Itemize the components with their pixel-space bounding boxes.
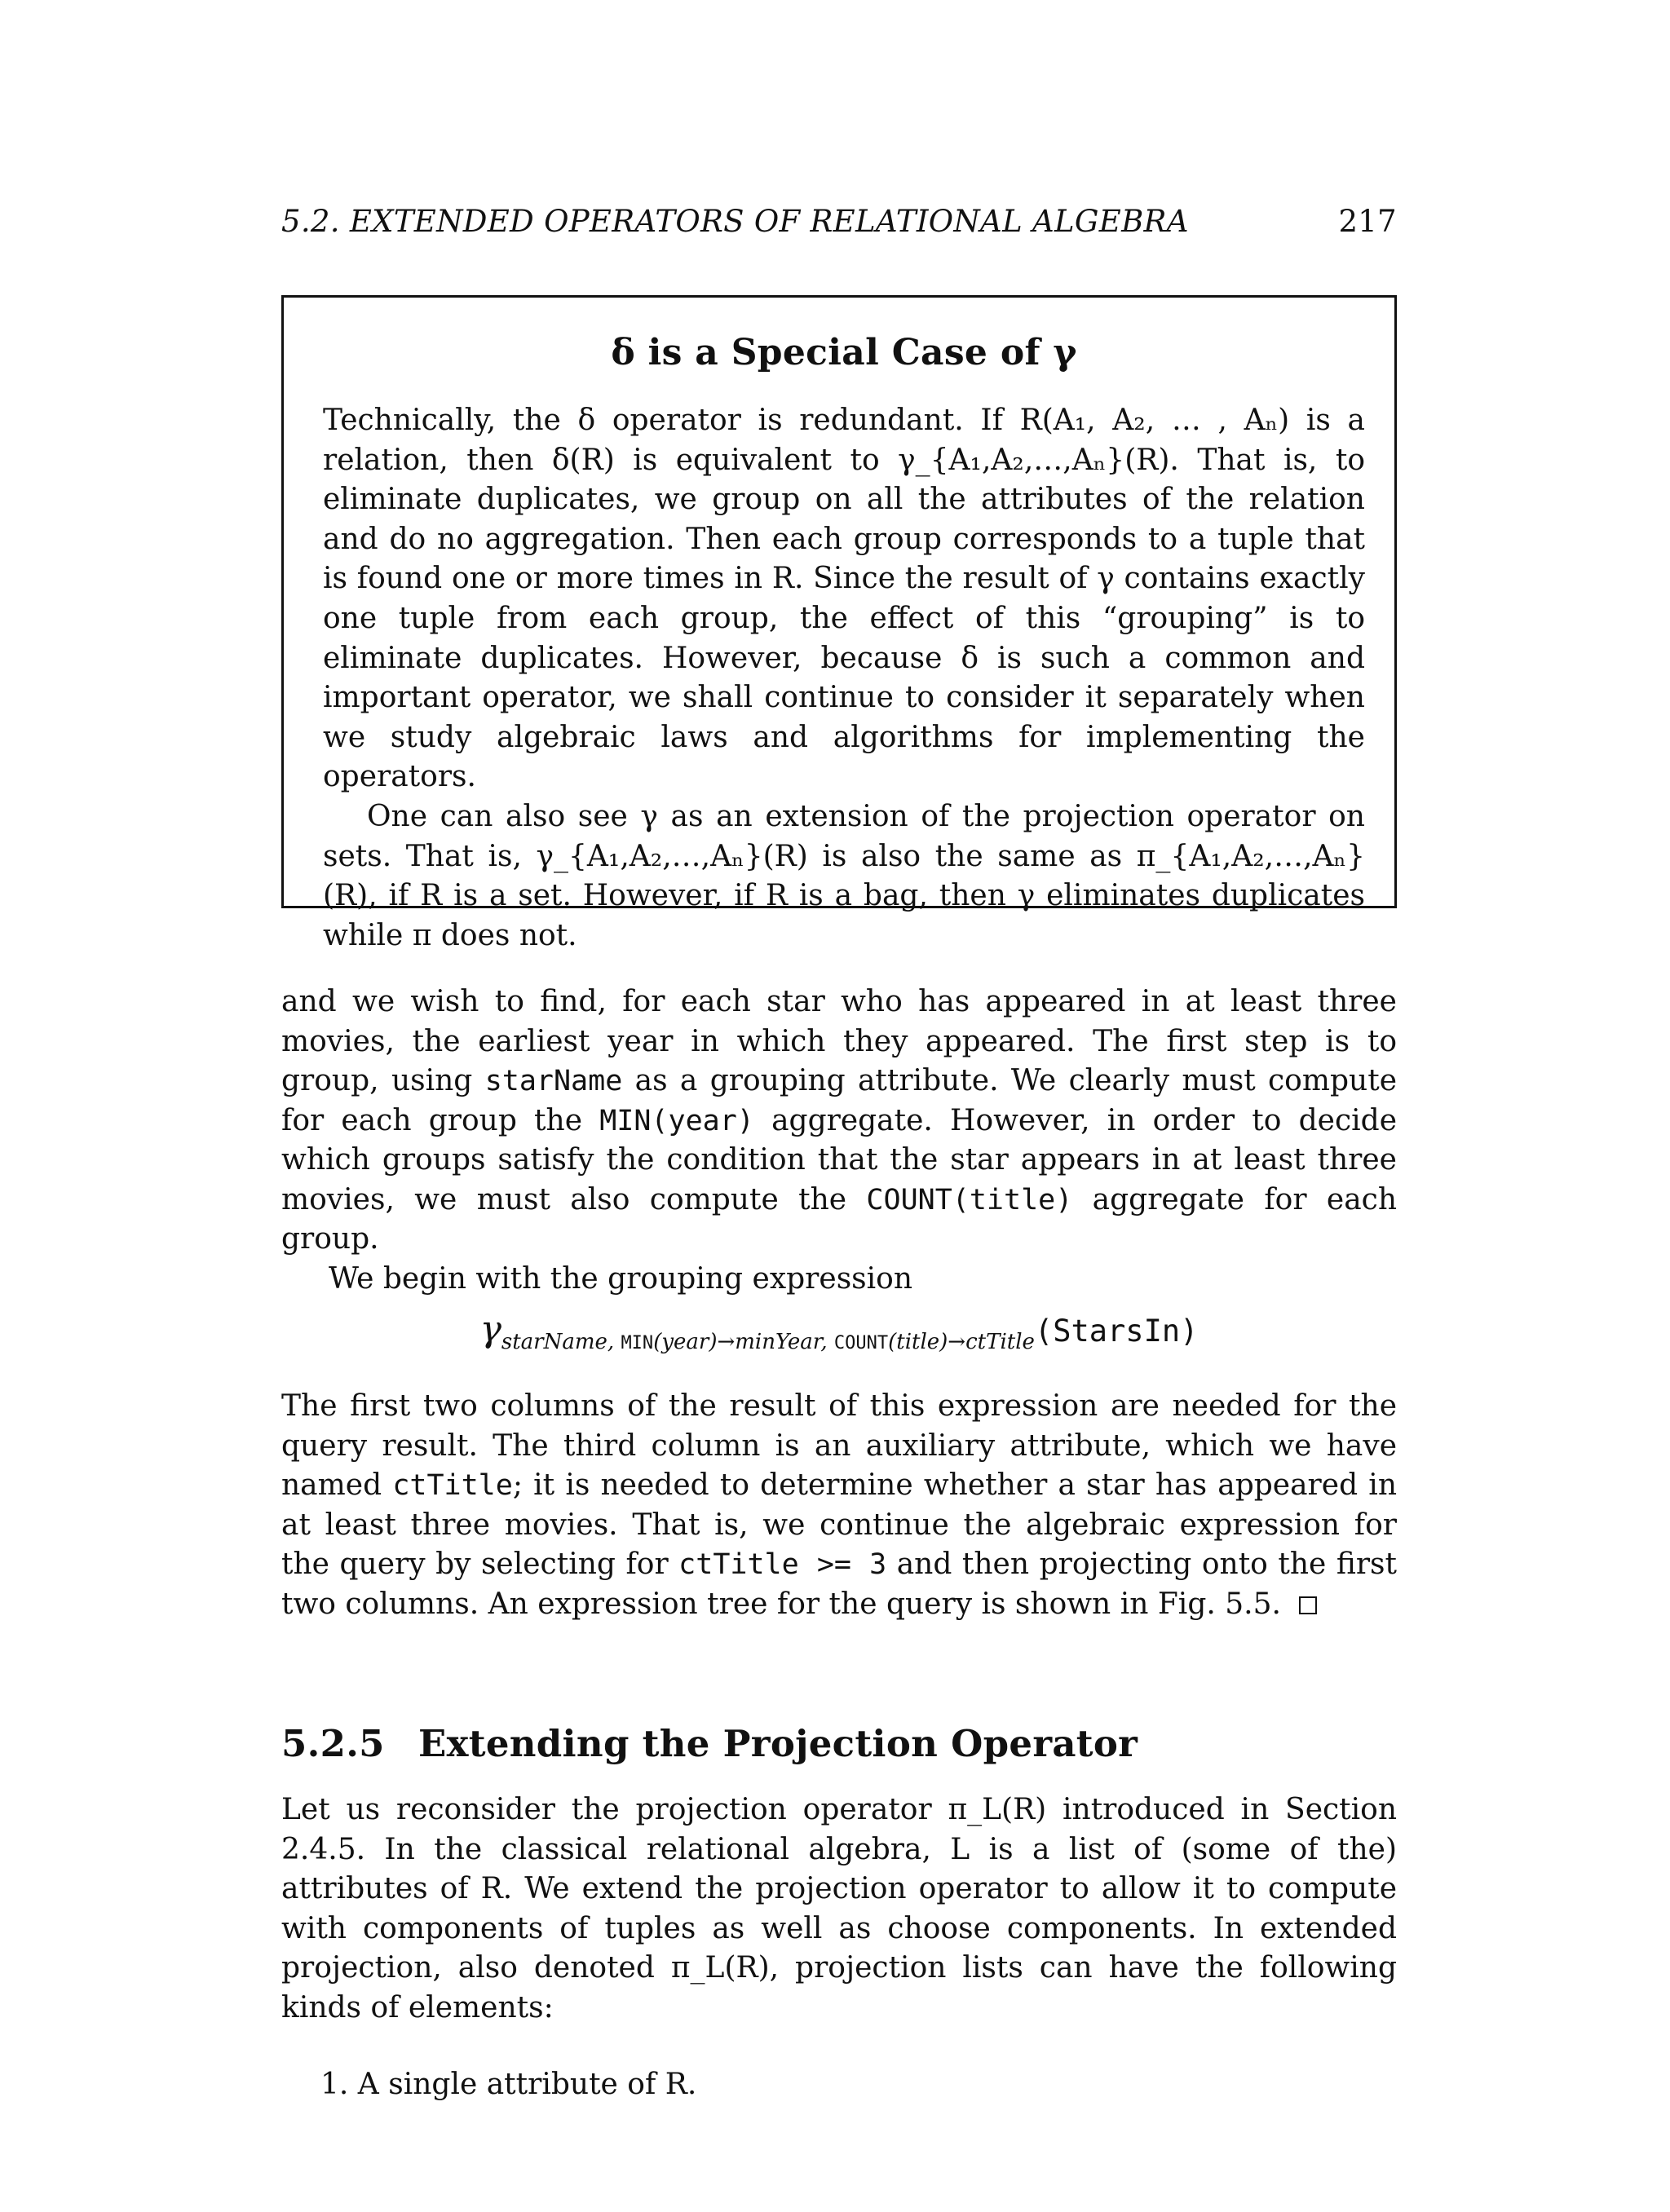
end-of-example-icon xyxy=(1299,1596,1317,1614)
box-paragraph-1: Technically, the δ operator is redundant. If R(A₁, A₂, … , Aₙ) is a relation, then δ(R) is equivalent to γ_{A₁,A₂,…,Aₙ}(R). That is, to eliminate duplicates, we group on all the attributes of the relation and do no aggregation. Then each group corresponds to a tuple that is found one or more times in R. Since the result of γ contains exactly one tuple from each group, the effect of this “grouping” is to eliminate duplicates. However, because δ is such a common and important operator, we shall continue to consider it separately when we study algebraic laws and algorithms for implementing the operators. xyxy=(323,404,1365,794)
equation-argument: (StarsIn) xyxy=(1034,1314,1199,1349)
paragraph-text: and we wish to find, for each star who has appeared in at least three movies, the earliest year in which they appeared. The first step is to group, using starName as a grouping attribute. We clearly must compute for each group the MIN(year) aggregate. However, in order to decide which groups satisfy the condition that the star appears in at least three movies, we must also compute the COUNT(title) aggregate for each group. xyxy=(281,985,1398,1256)
paragraph-text: Let us reconsider the projection operator π_L(R) introduced in Section 2.4.5. In the classical relational algebra, L is a list of (some of the) attributes of R. We extend the projection operator to allow it to compute with components of tuples as well as choose components. In extended projection, also denoted π_L(R), projection lists can have the following kinds of elements: xyxy=(281,1793,1397,2024)
code-starname: starName xyxy=(484,1065,623,1097)
grouping-equation xyxy=(281,1309,1397,1354)
paragraph-text: The first two columns of the result of this expression are needed for the query result. The third column is an auxiliary attribute, which we have named ctTitle; it is needed to determine whether a star has appeared in at least three movies. That is, we continue the algebraic expression for the query by selecting for ctTitle >= 3 and then projecting onto the first two columns. An expression tree for the query is shown in Fig. 5.5. xyxy=(281,1389,1398,1621)
code-min-year: MIN(year) xyxy=(599,1104,754,1137)
code-cttitle: ctTitle xyxy=(392,1469,513,1502)
code-count-title: COUNT(title) xyxy=(866,1183,1073,1216)
section-paragraph xyxy=(281,1790,1397,2028)
body-paragraph-1 xyxy=(281,982,1397,1299)
running-title: 5.2. EXTENDED OPERATORS OF RELATIONAL ALGEBRA xyxy=(281,204,1189,239)
page-number: 217 xyxy=(1338,204,1397,239)
equation-subscript: starName, MIN(year)→minYear, COUNT(title)→ctTitle xyxy=(501,1329,1035,1354)
sidebar-box xyxy=(281,295,1397,952)
section-title: Extending the Projection Operator xyxy=(418,1722,1138,1765)
gamma-symbol: γ xyxy=(479,1309,501,1350)
box-title: δ is a Special Case of γ xyxy=(611,332,1077,373)
body-paragraph-3 xyxy=(281,1387,1397,1624)
section-number: 5.2.5 xyxy=(281,1722,385,1765)
section-heading xyxy=(281,1722,1138,1765)
body-paragraph-2: We begin with the grouping expression xyxy=(329,1261,913,1296)
list-item: 1. A single attribute of R. xyxy=(320,2068,697,2101)
code-condition: ctTitle >= 3 xyxy=(678,1548,887,1581)
running-header xyxy=(281,204,1397,239)
box-paragraph-2: One can also see γ as an extension of the projection operator on sets. That is, γ_{A₁,A₂,…,Aₙ}(R) is also the same as π_{A₁,A₂,…,Aₙ}(R), if R is a set. However, if R is a bag, then γ eliminates duplicates while π does not. xyxy=(323,799,1365,952)
